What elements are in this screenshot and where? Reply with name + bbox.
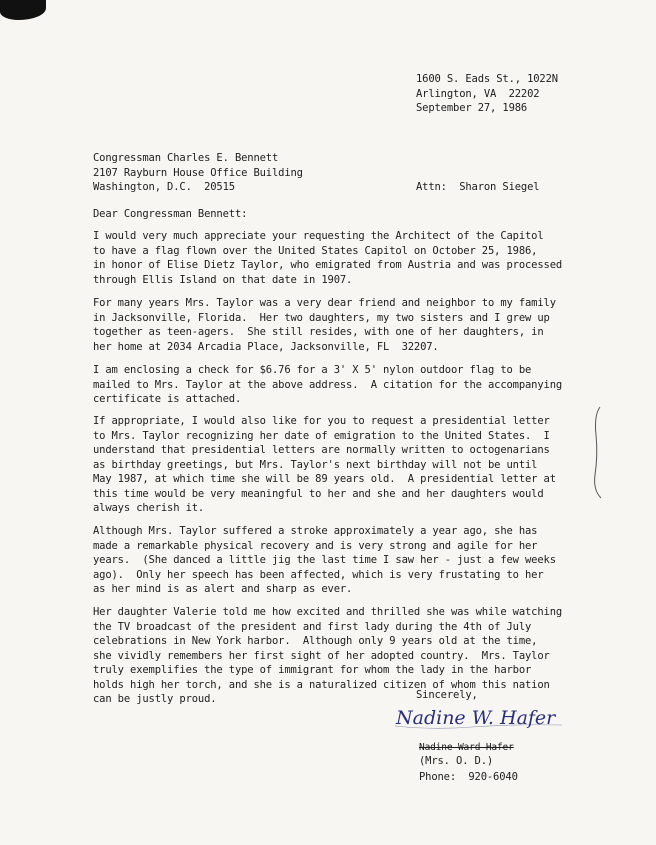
recipient-city: Washington, D.C. 20515	[93, 181, 235, 193]
typed-title: (Mrs. O. D.)	[419, 755, 494, 767]
text-line: celebrations in New York harbor. Although only 9 years old at the time,	[93, 635, 538, 647]
text-line: as her mind is as alert and sharp as ever.	[93, 583, 353, 595]
text-line: Although Mrs. Taylor suffered a stroke approximately a year ago, she has	[93, 525, 538, 537]
text-line: in honor of Elise Dietz Taylor, who emigrated from Austria and was processed	[93, 259, 563, 271]
letter-date: September 27, 1986	[416, 102, 528, 114]
text-line: she vividly remembers her first sight of her adopted country. Mrs. Taylor	[93, 650, 550, 662]
salutation: Dear Congressman Bennett:	[93, 208, 248, 220]
text-line: to Mrs. Taylor recognizing her date of emigration to the United States. I	[93, 430, 550, 442]
text-line: together as teen-agers. She still resides, with one of her daughters, in	[93, 326, 544, 338]
closing: Sincerely,	[416, 689, 478, 701]
text-line: as birthday greetings, but Mrs. Taylor's next birthday will not be until	[93, 459, 538, 471]
sender-city: Arlington, VA 22202	[416, 88, 540, 100]
text-line: holds high her torch, and she is a naturalized citizen of whom this nation	[93, 679, 550, 691]
text-line: mailed to Mrs. Taylor at the above address. A citation for the accompanying	[93, 379, 563, 391]
text-line: For many years Mrs. Taylor was a very dear friend and neighbor to my family	[93, 297, 556, 309]
text-line: Her daughter Valerie told me how excited and thrilled she was while watching	[93, 606, 563, 618]
text-line: her home at 2034 Arcadia Place, Jacksonville, FL 32207.	[93, 341, 439, 353]
text-line: understand that presidential letters are normally written to octogenarians	[93, 444, 550, 456]
attention-line: Attn: Sharon Siegel	[416, 181, 540, 193]
ink-blot	[0, 0, 46, 20]
text-line: in Jacksonville, Florida. Her two daughters, my two sisters and I grew up	[93, 312, 550, 324]
text-line: If appropriate, I would also like for you to request a presidential letter	[93, 415, 550, 427]
text-line: through Ellis Island on that date in 1907.	[93, 274, 353, 286]
text-line: ago). Only her speech has been affected, which is very frustating to her	[93, 569, 544, 581]
text-line: made a remarkable physical recovery and is very strong and agile for her	[93, 540, 538, 552]
text-line: this time would be very meaningful to her and she and her daughters would	[93, 488, 544, 500]
recipient-name: Congressman Charles E. Bennett	[93, 152, 279, 164]
text-line: I would very much appreciate your requesting the Architect of the Capitol	[93, 230, 544, 242]
text-line: certificate is attached.	[93, 393, 242, 405]
text-line: always cherish it.	[93, 502, 205, 514]
text-line: May 1987, at which time she will be 89 years old. A presidential letter at	[93, 473, 556, 485]
recipient-building: 2107 Rayburn House Office Building	[93, 167, 303, 179]
text-line: years. (She danced a little jig the last time I saw her - just a few weeks	[93, 554, 556, 566]
text-line: can be justly proud.	[93, 693, 217, 705]
text-line: truly exemplifies the type of immigrant for whom the lady in the harbor	[93, 664, 532, 676]
margin-bracket-mark	[592, 405, 612, 500]
phone-line: Phone: 920-6040	[419, 771, 518, 783]
text-line: to have a flag flown over the United States Capitol on October 25, 1986,	[93, 245, 538, 257]
sender-street: 1600 S. Eads St., 1022N	[416, 73, 558, 85]
text-line: the TV broadcast of the president and first lady during the 4th of July	[93, 621, 532, 633]
signature-text: Nadine W. Hafer	[396, 707, 556, 729]
text-line: I am enclosing a check for $6.76 for a 3' X 5' nylon outdoor flag to be	[93, 364, 532, 376]
handwritten-signature	[392, 696, 592, 736]
typed-name: Nadine Ward Hafer	[419, 742, 514, 753]
